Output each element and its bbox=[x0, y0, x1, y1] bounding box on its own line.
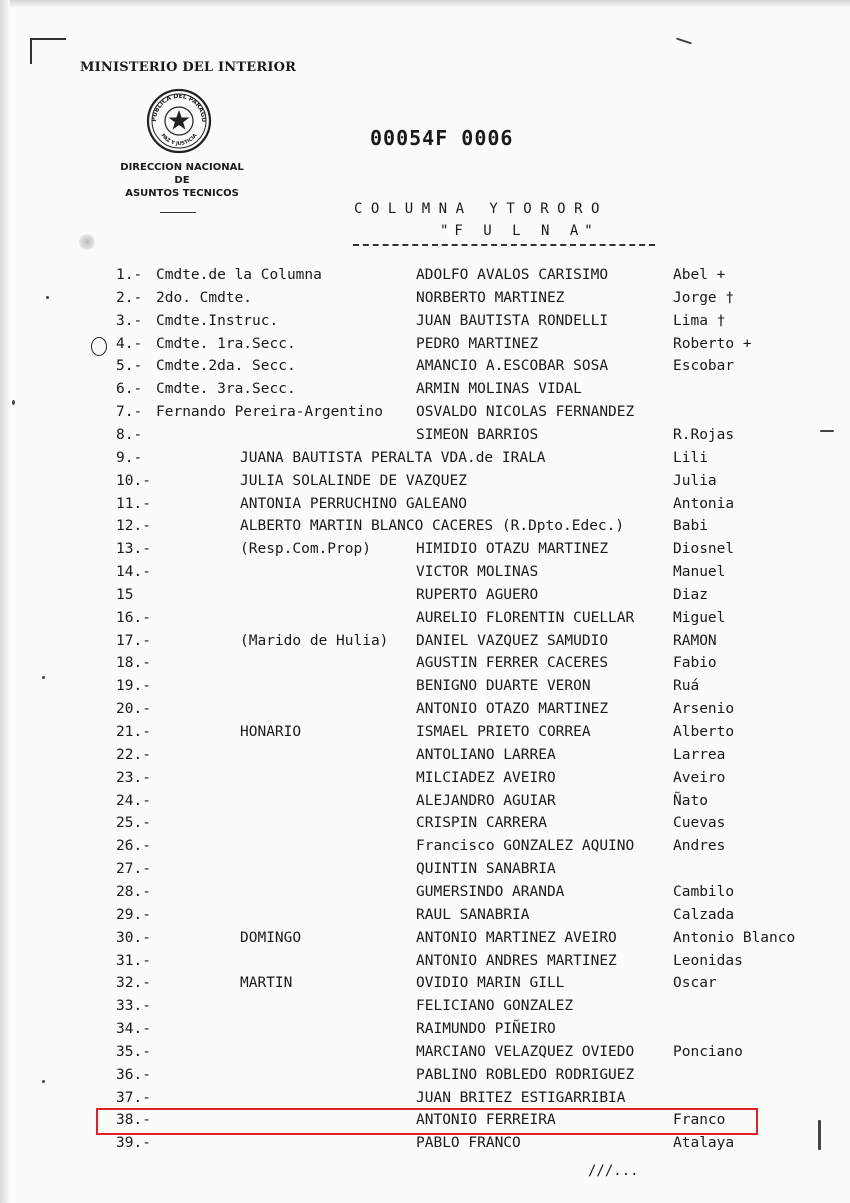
roster-row bbox=[0, 336, 850, 358]
row-name: GUMERSINDO ARANDA bbox=[416, 884, 565, 900]
row-note: JULIA SOLALINDE DE VAZQUEZ bbox=[240, 473, 467, 489]
row-name: ANTONIO MARTINEZ AVEIRO bbox=[416, 930, 617, 946]
row-number: 22.- bbox=[116, 747, 151, 763]
row-number: 29.- bbox=[116, 907, 151, 923]
row-number: 36.- bbox=[116, 1067, 151, 1083]
roster-row bbox=[0, 1021, 850, 1043]
row-number: 14.- bbox=[116, 564, 151, 580]
row-note: HONARIO bbox=[240, 724, 302, 740]
row-number: 16.- bbox=[116, 610, 151, 626]
row-number: 5.- bbox=[116, 358, 143, 374]
row-number: 23.- bbox=[116, 770, 151, 786]
row-number: 11.- bbox=[116, 496, 151, 512]
row-alias: Oscar bbox=[673, 975, 717, 991]
row-number: 35.- bbox=[116, 1044, 151, 1060]
row-role: 2do. Cmdte. bbox=[156, 290, 253, 306]
row-name: NORBERTO MARTINEZ bbox=[416, 290, 565, 306]
row-alias: Cuevas bbox=[673, 815, 726, 831]
row-name: BENIGNO DUARTE VERON bbox=[416, 678, 591, 694]
roster-row bbox=[0, 427, 850, 449]
row-name: ALEJANDRO AGUIAR bbox=[416, 793, 556, 809]
row-name: SIMEON BARRIOS bbox=[416, 427, 539, 443]
row-number: 17.- bbox=[116, 633, 151, 649]
row-number: 9.- bbox=[116, 450, 143, 466]
row-name: ANTOLIANO LARREA bbox=[416, 747, 556, 763]
roster-row bbox=[0, 953, 850, 975]
roster-row bbox=[0, 1135, 850, 1157]
row-number: 25.- bbox=[116, 815, 151, 831]
row-name: CRISPIN CARRERA bbox=[416, 815, 547, 831]
row-name: PABLINO ROBLEDO RODRIGUEZ bbox=[416, 1067, 635, 1083]
row-alias: Antonio Blanco bbox=[673, 930, 796, 946]
seal-text-top: PUBLICA DEL PARAGU bbox=[150, 92, 208, 123]
department-block bbox=[112, 161, 252, 200]
department-underline bbox=[160, 212, 196, 213]
roster-row bbox=[0, 587, 850, 609]
row-name: OSVALDO NICOLAS FERNANDEZ bbox=[416, 404, 635, 420]
row-name: RAIMUNDO PIÑEIRO bbox=[416, 1021, 556, 1037]
document-number: 00054F 0006 bbox=[370, 126, 514, 150]
ink-speck bbox=[42, 676, 45, 679]
row-name: FELICIANO GONZALEZ bbox=[416, 998, 574, 1014]
row-name: QUINTIN SANABRIA bbox=[416, 861, 556, 877]
row-alias: Calzada bbox=[673, 907, 735, 923]
row-role: Fernando Pereira-Argentino bbox=[156, 404, 383, 420]
row-alias: R.Rojas bbox=[673, 427, 735, 443]
row-name: ANTONIO FERREIRA bbox=[416, 1112, 556, 1128]
row-number: 32.- bbox=[116, 975, 151, 991]
row-number: 38.- bbox=[116, 1112, 151, 1128]
roster-row bbox=[0, 610, 850, 632]
row-number: 28.- bbox=[116, 884, 151, 900]
row-alias: Diosnel bbox=[673, 541, 735, 557]
row-name: AMANCIO A.ESCOBAR SOSA bbox=[416, 358, 609, 374]
row-alias: Ponciano bbox=[673, 1044, 743, 1060]
ink-speck bbox=[46, 296, 49, 299]
roster-row bbox=[0, 838, 850, 860]
row-alias: Lili bbox=[673, 450, 708, 466]
roster-row bbox=[0, 290, 850, 312]
row-number: 31.- bbox=[116, 953, 151, 969]
row-number: 24.- bbox=[116, 793, 151, 809]
document-subtitle: "F U L N A" bbox=[440, 223, 599, 239]
row-alias: Fabio bbox=[673, 655, 717, 671]
roster-row bbox=[0, 770, 850, 792]
roster-row bbox=[0, 564, 850, 586]
corner-bracket-mark bbox=[30, 38, 66, 64]
row-number: 39.- bbox=[116, 1135, 151, 1151]
row-alias: Larrea bbox=[673, 747, 726, 763]
ink-speck bbox=[42, 1080, 45, 1083]
row-alias: Roberto + bbox=[673, 336, 752, 352]
row-name: PEDRO MARTINEZ bbox=[416, 336, 539, 352]
roster-row bbox=[0, 678, 850, 700]
row-note: MARTIN bbox=[240, 975, 293, 991]
ministry-heading: MINISTERIO DEL INTERIOR bbox=[80, 60, 297, 75]
row-number: 2.- bbox=[116, 290, 143, 306]
roster-row bbox=[0, 404, 850, 426]
row-alias: Diaz bbox=[673, 587, 708, 603]
row-note: (Marido de Hulia) bbox=[240, 633, 389, 649]
row-alias: Atalaya bbox=[673, 1135, 735, 1151]
row-alias: Antonia bbox=[673, 496, 735, 512]
row-alias: Lima † bbox=[673, 313, 726, 329]
row-number: 37.- bbox=[116, 1090, 151, 1106]
coat-of-arms-seal bbox=[146, 88, 212, 154]
roster-row bbox=[0, 930, 850, 952]
row-role: Cmdte. 1ra.Secc. bbox=[156, 336, 296, 352]
row-number: 3.- bbox=[116, 313, 143, 329]
department-line: DIRECCION NACIONAL bbox=[120, 162, 244, 173]
row-number: 10.- bbox=[116, 473, 151, 489]
row-name: MARCIANO VELAZQUEZ OVIEDO bbox=[416, 1044, 635, 1060]
roster-row bbox=[0, 861, 850, 883]
row-name: ARMIN MOLINAS VIDAL bbox=[416, 381, 582, 397]
page-edge-shadow-top bbox=[0, 0, 850, 8]
row-number: 30.- bbox=[116, 930, 151, 946]
row-alias: Arsenio bbox=[673, 701, 735, 717]
roster-row bbox=[0, 381, 850, 403]
row-name: VICTOR MOLINAS bbox=[416, 564, 539, 580]
roster-row bbox=[0, 701, 850, 723]
row-role: Cmdte.de la Columna bbox=[156, 267, 322, 283]
row-role: Cmdte. 3ra.Secc. bbox=[156, 381, 296, 397]
row-alias: Aveiro bbox=[673, 770, 726, 786]
row-name: AGUSTIN FERRER CACERES bbox=[416, 655, 609, 671]
row-alias: Miguel bbox=[673, 610, 726, 626]
paper-stain bbox=[78, 234, 96, 250]
row-name: RUPERTO AGUERO bbox=[416, 587, 539, 603]
row-alias: Julia bbox=[673, 473, 717, 489]
roster-row bbox=[0, 633, 850, 655]
row-alias: Jorge † bbox=[673, 290, 735, 306]
continuation-mark: ///... bbox=[588, 1163, 639, 1179]
row-name: ADOLFO AVALOS CARISIMO bbox=[416, 267, 609, 283]
roster-row bbox=[0, 747, 850, 769]
row-note: DOMINGO bbox=[240, 930, 302, 946]
title-dashed-rule bbox=[353, 244, 655, 246]
roster-row bbox=[0, 975, 850, 997]
row-name: OVIDIO MARIN GILL bbox=[416, 975, 565, 991]
roster-row bbox=[0, 518, 850, 540]
row-number: 6.- bbox=[116, 381, 143, 397]
row-alias: Escobar bbox=[673, 358, 735, 374]
roster-row bbox=[0, 267, 850, 289]
row-name: DANIEL VAZQUEZ SAMUDIO bbox=[416, 633, 609, 649]
row-number: 12.- bbox=[116, 518, 151, 534]
roster-row bbox=[0, 541, 850, 563]
row-number: 1.- bbox=[116, 267, 143, 283]
row-name: JUAN BAUTISTA RONDELLI bbox=[416, 313, 609, 329]
row-alias: Babi bbox=[673, 518, 708, 534]
row-number: 13.- bbox=[116, 541, 151, 557]
row-name: PABLO FRANCO bbox=[416, 1135, 521, 1151]
row-name: HIMIDIO OTAZU MARTINEZ bbox=[416, 541, 609, 557]
roster-row bbox=[0, 793, 850, 815]
row-number: 4.- bbox=[116, 336, 143, 352]
row-alias: RAMON bbox=[673, 633, 717, 649]
row-alias: Franco bbox=[673, 1112, 726, 1128]
roster-row bbox=[0, 724, 850, 746]
roster-row bbox=[0, 884, 850, 906]
row-note: JUANA BAUTISTA PERALTA VDA.de IRALA bbox=[240, 450, 546, 466]
row-role: Cmdte.Instruc. bbox=[156, 313, 279, 329]
row-name: RAUL SANABRIA bbox=[416, 907, 530, 923]
roster-row bbox=[0, 998, 850, 1020]
row-alias: Cambilo bbox=[673, 884, 735, 900]
roster-row bbox=[0, 907, 850, 929]
row-name: AURELIO FLORENTIN CUELLAR bbox=[416, 610, 635, 626]
roster-row bbox=[0, 450, 850, 472]
ink-speck bbox=[820, 430, 834, 432]
row-note: ALBERTO MARTIN BLANCO CACERES (R.Dpto.Edec.) bbox=[240, 518, 625, 534]
row-number: 7.- bbox=[116, 404, 143, 420]
row-number: 8.- bbox=[116, 427, 143, 443]
row-number: 33.- bbox=[116, 998, 151, 1014]
ink-speck bbox=[12, 400, 15, 405]
seal-graphic bbox=[146, 88, 212, 154]
row-number: 15 bbox=[116, 587, 134, 603]
roster-row bbox=[0, 1044, 850, 1066]
row-number: 21.- bbox=[116, 724, 151, 740]
row-name: JUAN BRITEZ ESTIGARRIBIA bbox=[416, 1090, 626, 1106]
row-alias: Manuel bbox=[673, 564, 726, 580]
row-alias: Ñato bbox=[673, 793, 708, 809]
row-alias: Leonidas bbox=[673, 953, 743, 969]
department-line: ASUNTOS TECNICOS bbox=[125, 188, 239, 199]
row-alias: Abel + bbox=[673, 267, 726, 283]
row-number: 26.- bbox=[116, 838, 151, 854]
ink-speck bbox=[818, 1120, 821, 1150]
seal-text-bottom: PAZ Y JUSTICIA bbox=[159, 132, 199, 148]
roster-row bbox=[0, 313, 850, 335]
row-number: 34.- bbox=[116, 1021, 151, 1037]
document-title: COLUMNA YTORORO bbox=[354, 201, 608, 217]
row-name: Francisco GONZALEZ AQUINO bbox=[416, 838, 635, 854]
row-name: MILCIADEZ AVEIRO bbox=[416, 770, 556, 786]
roster-row bbox=[0, 358, 850, 380]
row-number: 18.- bbox=[116, 655, 151, 671]
handwritten-circle-mark bbox=[91, 337, 107, 356]
row-alias: Andres bbox=[673, 838, 726, 854]
row-note: (Resp.Com.Prop) bbox=[240, 541, 371, 557]
row-name: ANTONIO ANDRES MARTINEZ bbox=[416, 953, 617, 969]
department-line: DE bbox=[174, 175, 190, 186]
row-name: ISMAEL PRIETO CORREA bbox=[416, 724, 591, 740]
row-alias: Ruá bbox=[673, 678, 700, 694]
roster-row bbox=[0, 655, 850, 677]
row-name: ANTONIO OTAZO MARTINEZ bbox=[416, 701, 609, 717]
row-alias: Alberto bbox=[673, 724, 735, 740]
ink-speck bbox=[676, 38, 692, 45]
roster-row bbox=[0, 473, 850, 495]
roster-row bbox=[0, 1067, 850, 1089]
row-number: 20.- bbox=[116, 701, 151, 717]
roster-row bbox=[0, 496, 850, 518]
row-role: Cmdte.2da. Secc. bbox=[156, 358, 296, 374]
row-38-highlight bbox=[96, 1108, 758, 1135]
row-number: 19.- bbox=[116, 678, 151, 694]
row-number: 27.- bbox=[116, 861, 151, 877]
row-note: ANTONIA PERRUCHINO GALEANO bbox=[240, 496, 467, 512]
roster-row bbox=[0, 815, 850, 837]
